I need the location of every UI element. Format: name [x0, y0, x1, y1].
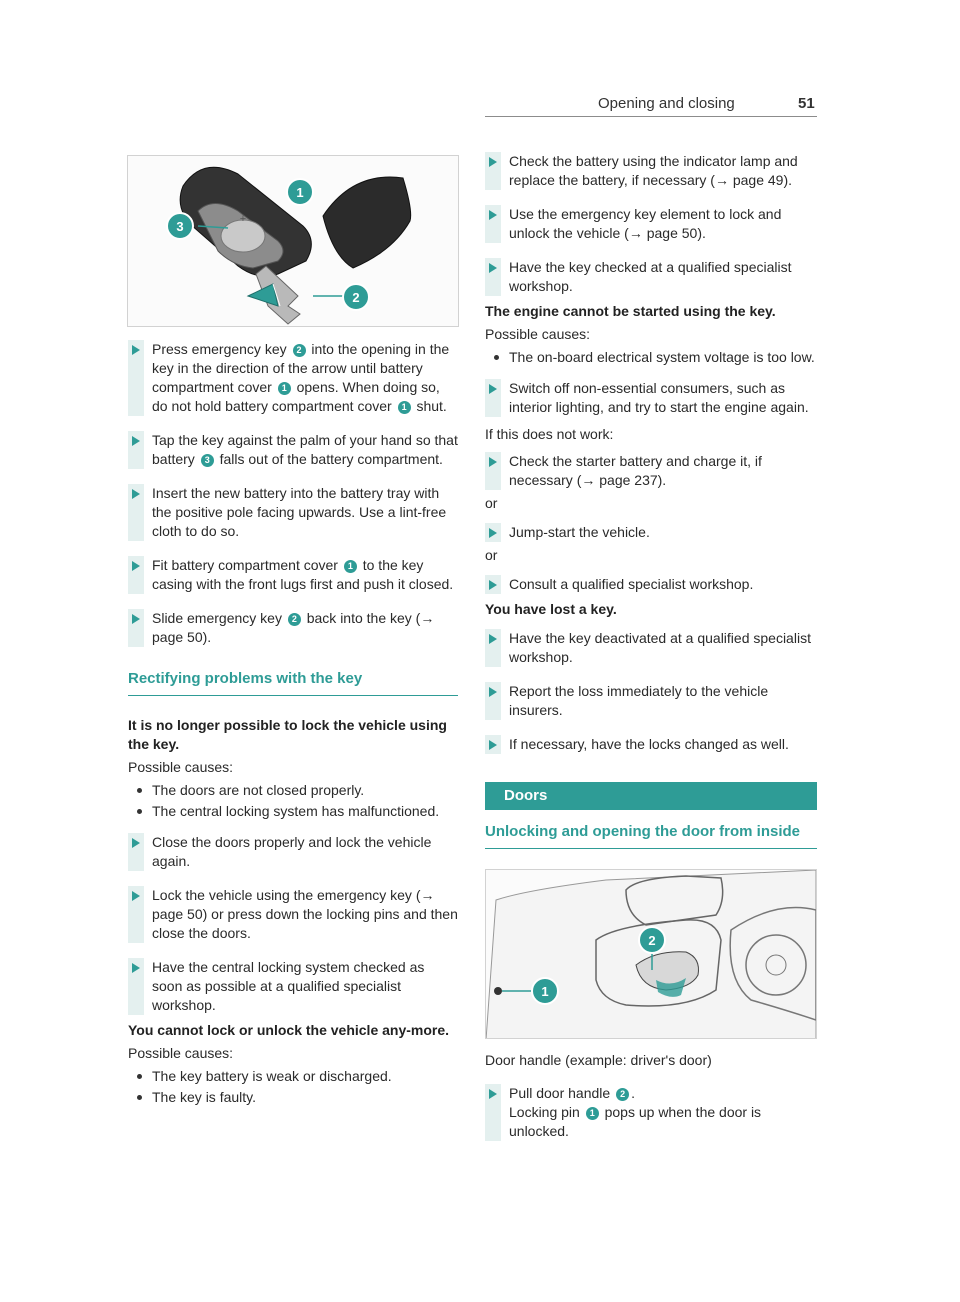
callout-marker: 2: [288, 613, 301, 626]
instruction-step: Check the starter battery and charge it, if necessary (→ page 237).: [485, 452, 817, 490]
or-text: or: [485, 547, 498, 563]
key-illustration: [128, 156, 458, 326]
list-item: The central locking system has malfunctioned.: [128, 802, 458, 821]
key-battery-figure: [127, 155, 459, 327]
instruction-step: Insert the new battery into the battery tray with the positive pole facing upwards. Use a lint-free cloth to do so.: [128, 484, 458, 541]
causes-label: Possible causes:: [128, 1045, 234, 1061]
list-item: The key is faulty.: [128, 1088, 458, 1107]
list-item: The on-board electrical system voltage is too low.: [485, 348, 817, 367]
step-arrow-icon: [485, 258, 501, 296]
right-column: [485, 152, 817, 1156]
page-number: 51: [798, 95, 815, 112]
list-item: The doors are not closed properly.: [128, 781, 458, 800]
figure-caption: Door handle (example: driver's door): [485, 1052, 712, 1068]
instruction-step: Fit battery compartment cover 1 to the key casing with the front lugs first and push it closed.: [128, 556, 458, 594]
figure-marker: [343, 284, 369, 310]
step-arrow-icon: [128, 833, 144, 871]
section-title: Rectifying problems with the key: [128, 669, 458, 696]
svg-text:+: +: [239, 213, 247, 225]
instruction-step: Close the doors properly and lock the vehicle again.: [128, 833, 458, 871]
instruction-step: Report the loss immediately to the vehicle insurers.: [485, 682, 817, 720]
step-arrow-icon: [128, 886, 144, 943]
callout-marker: 1: [344, 560, 357, 573]
causes-list: [485, 348, 817, 367]
step-arrow-icon: [485, 205, 501, 243]
causes-list: [128, 781, 458, 821]
problem-heading: It is no longer possible to lock the vehicle using the key.: [128, 717, 447, 752]
figure-marker: [287, 179, 313, 205]
svg-text:1: 1: [541, 984, 549, 999]
svg-text:3: 3: [176, 219, 184, 234]
instruction-step: Lock the vehicle using the emergency key (→ page 50) or press down the locking pins and then close the doors.: [128, 886, 458, 943]
instruction-step: Press emergency key 2 into the opening in the key in the direction of the arrow until battery compartment cover 1 opens. When doing so, do not hold battery compartment cover 1 shut.: [128, 340, 458, 416]
step-arrow-icon: [128, 958, 144, 1015]
instruction-step: Tap the key against the palm of your hand so that battery 3 falls out of the battery compartment.: [128, 431, 458, 469]
instruction-step: Switch off non-essential consumers, such as interior lighting, and try to start the engine again.: [485, 379, 817, 417]
door-illustration: [486, 870, 816, 1038]
callout-marker: 2: [616, 1088, 629, 1101]
step-arrow-icon: [485, 452, 501, 490]
step-arrow-icon: [128, 484, 144, 541]
callout-marker: 3: [201, 454, 214, 467]
step-arrow-icon: [485, 629, 501, 667]
problem-heading: The engine cannot be started using the key.: [485, 303, 776, 319]
instruction-step: Use the emergency key element to lock and unlock the vehicle (→ page 50).: [485, 205, 817, 243]
running-header: Opening and closing: [598, 95, 735, 112]
list-item: The key battery is weak or discharged.: [128, 1067, 458, 1086]
problem-heading: You cannot lock or unlock the vehicle any-more.: [128, 1022, 450, 1038]
svg-text:2: 2: [648, 933, 656, 948]
header-rule: [485, 116, 817, 117]
door-handle-figure: [485, 869, 817, 1039]
problem-heading: You have lost a key.: [485, 601, 617, 617]
section-title: Unlocking and opening the door from inside: [485, 822, 817, 849]
callout-marker: 1: [398, 401, 411, 414]
step-arrow-icon: [485, 152, 501, 190]
step-arrow-icon: [485, 379, 501, 417]
or-text: or: [485, 495, 498, 511]
causes-list: [128, 1067, 458, 1107]
step-arrow-icon: [485, 682, 501, 720]
condition-text: If this does not work:: [485, 426, 614, 442]
chapter-band: Doors: [485, 782, 817, 810]
step-arrow-icon: [485, 1084, 501, 1141]
step-arrow-icon: [128, 431, 144, 469]
callout-marker: 1: [278, 382, 291, 395]
left-column: [128, 340, 458, 1119]
causes-label: Possible causes:: [128, 759, 234, 775]
instruction-step: Slide emergency key 2 back into the key (→ page 50).: [128, 609, 458, 647]
step-arrow-icon: [128, 609, 144, 647]
causes-label: Possible causes:: [485, 326, 591, 342]
step-arrow-icon: [485, 575, 501, 594]
instruction-step: Check the battery using the indicator lamp and replace the battery, if necessary (→ page 49).: [485, 152, 817, 190]
figure-marker: [639, 927, 665, 953]
instruction-step: If necessary, have the locks changed as well.: [485, 735, 817, 754]
instruction-step: Have the key deactivated at a qualified specialist workshop.: [485, 629, 817, 667]
step-arrow-icon: [128, 556, 144, 594]
instruction-step: Have the central locking system checked as soon as possible at a qualified specialist workshop.: [128, 958, 458, 1015]
instruction-step: Have the key checked at a qualified specialist workshop.: [485, 258, 817, 296]
svg-text:2: 2: [352, 290, 360, 305]
step-arrow-icon: [128, 340, 144, 416]
step-arrow-icon: [485, 523, 501, 542]
svg-text:1: 1: [296, 185, 304, 200]
step-arrow-icon: [485, 735, 501, 754]
figure-marker: [167, 213, 193, 239]
callout-marker: 1: [586, 1107, 599, 1120]
instruction-step: Consult a qualified specialist workshop.: [485, 575, 817, 594]
callout-marker: 2: [293, 344, 306, 357]
figure-marker: [532, 978, 558, 1004]
instruction-step: Pull door handle 2 . Locking pin 1 pops up when the door is unlocked.: [485, 1084, 817, 1141]
instruction-step: Jump-start the vehicle.: [485, 523, 817, 542]
